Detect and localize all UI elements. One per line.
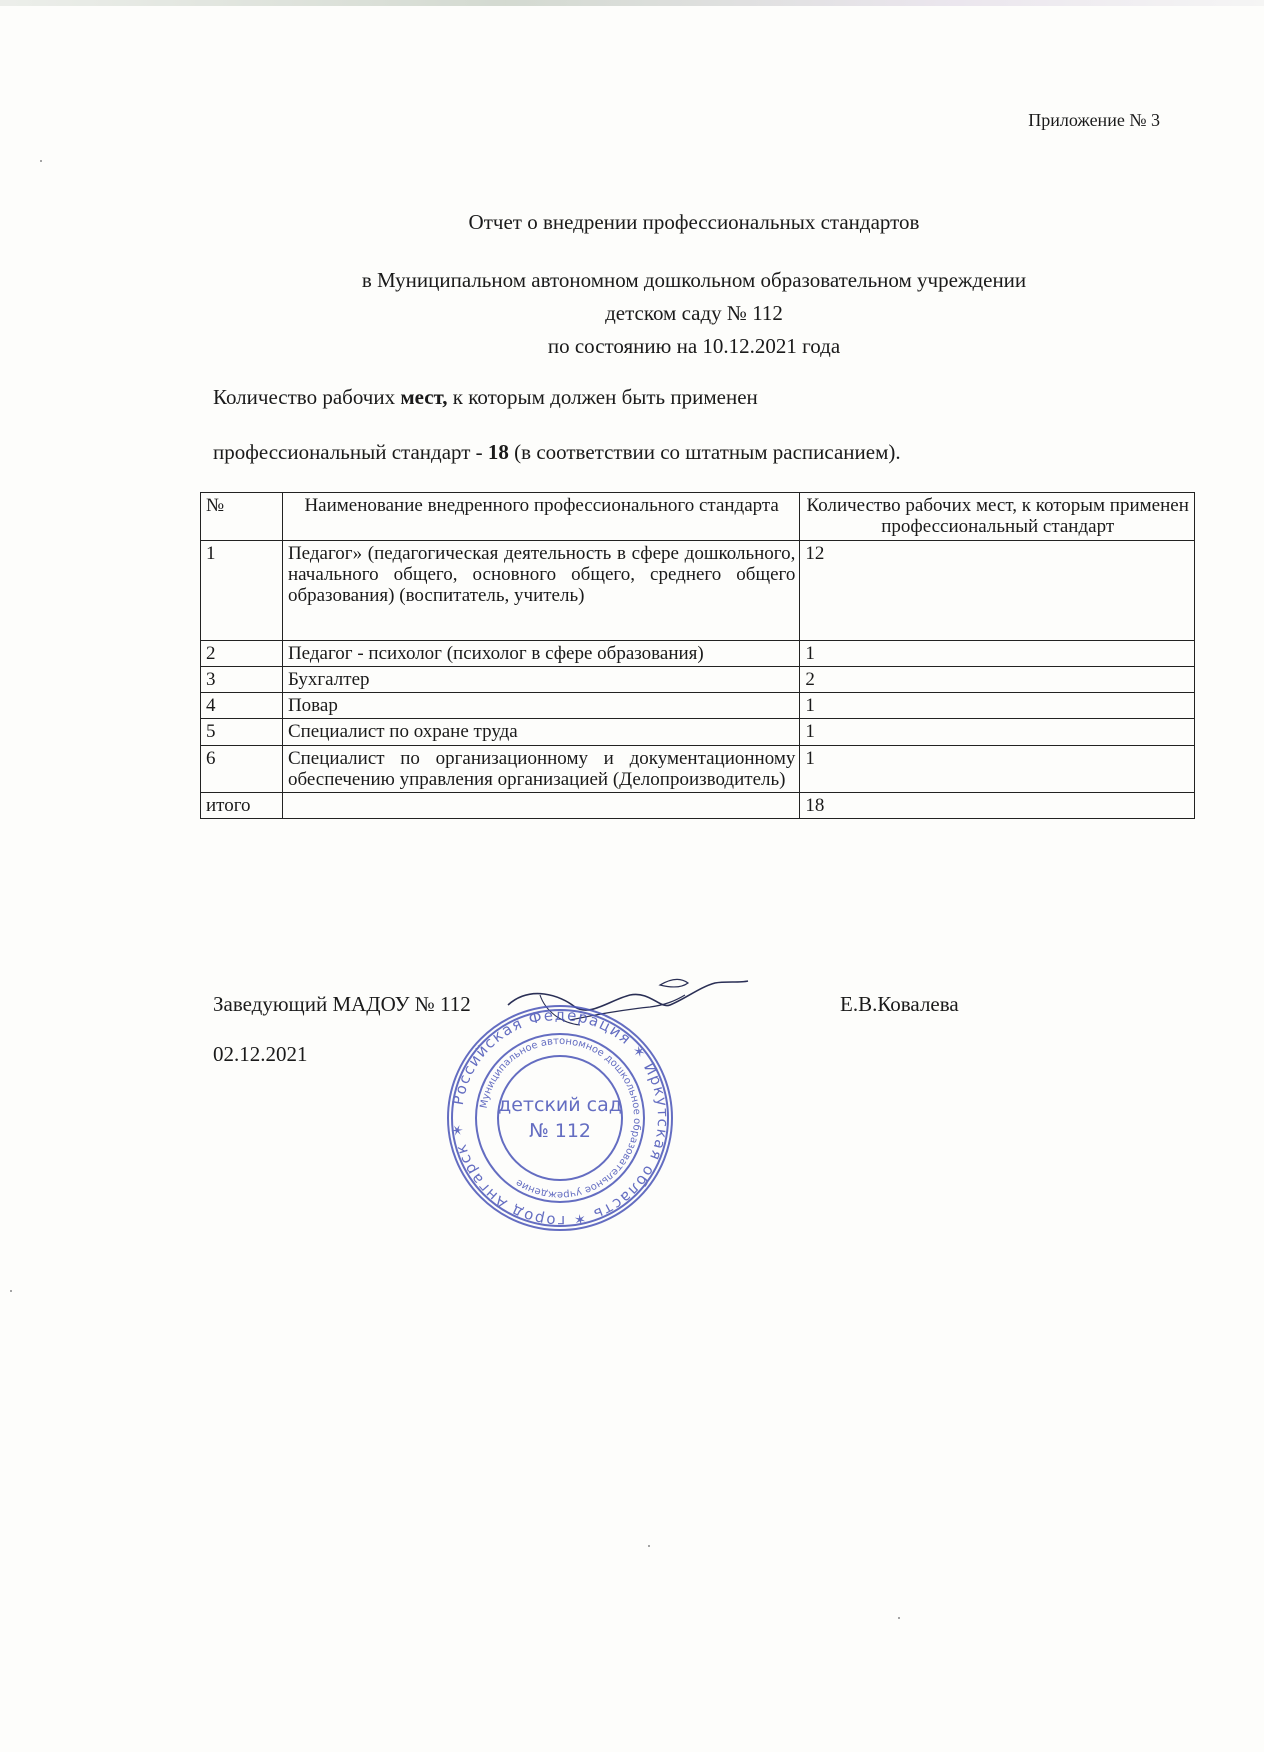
row-number: 3 bbox=[201, 666, 283, 692]
table-header-row bbox=[201, 493, 1195, 541]
row-count: 1 bbox=[800, 745, 1195, 793]
scan-speck bbox=[10, 1290, 12, 1292]
intro-total: 18 bbox=[487, 440, 509, 464]
table-row bbox=[201, 693, 1195, 719]
kindergarten-line: детском саду № 112 bbox=[605, 301, 783, 325]
signatory-name: Е.В.Ковалева bbox=[840, 992, 959, 1016]
stamp-outer-text: Российская Федерация ✶ Иркутская область ✶ город Ангарск ✶ bbox=[447, 1005, 673, 1231]
table-row bbox=[201, 640, 1195, 666]
row-standard-name: Бухгалтер bbox=[282, 666, 799, 692]
intro-text: (в соответствии со штатным расписанием). bbox=[508, 440, 901, 464]
report-date-line: по состоянию на 10.12.2021 года bbox=[547, 334, 841, 358]
stamp-inner-text: Муниципальное автономное дошкольное образовательное учреждение bbox=[478, 1035, 643, 1201]
signature-date: 02.12.2021 bbox=[213, 1042, 308, 1066]
row-count: 12 bbox=[800, 540, 1195, 640]
intro-bold: мест, bbox=[400, 385, 448, 409]
intro-line-2 bbox=[213, 440, 901, 465]
row-count: 1 bbox=[800, 719, 1195, 745]
table-row bbox=[201, 540, 1195, 640]
stamp-center-line-1: детский сад bbox=[498, 1094, 622, 1116]
intro-text: к которым должен быть применен bbox=[447, 385, 758, 409]
row-number: 6 bbox=[201, 745, 283, 793]
standards-table bbox=[200, 492, 1195, 819]
row-standard-name: Педагог» (педагогическая деятельность в сфере дошкольного, начального общего, основного общего, среднего общего образования) (воспитатель, учитель) bbox=[282, 540, 799, 640]
stamp-center-line-2: № 112 bbox=[528, 1120, 592, 1142]
total-name bbox=[282, 793, 799, 819]
total-label: итого bbox=[201, 793, 283, 819]
row-standard-name: Специалист по охране труда bbox=[282, 719, 799, 745]
row-count: 2 bbox=[800, 666, 1195, 692]
table-total-row bbox=[201, 793, 1195, 819]
scan-speck bbox=[40, 160, 42, 162]
intro-line-1 bbox=[213, 385, 758, 410]
report-title: Отчет о внедрении профессиональных стандартов bbox=[468, 210, 920, 234]
scan-speck bbox=[898, 1617, 900, 1619]
header-number: № bbox=[201, 493, 283, 541]
header-standard-name: Наименование внедренного профессионального стандарта bbox=[282, 493, 799, 541]
row-standard-name: Повар bbox=[282, 693, 799, 719]
row-standard-name: Педагог - психолог (психолог в сфере образования) bbox=[282, 640, 799, 666]
table-row bbox=[201, 719, 1195, 745]
table-row bbox=[201, 745, 1195, 793]
institution-line: в Муниципальном автономном дошкольном образовательном учреждении bbox=[361, 268, 1027, 292]
row-count: 1 bbox=[800, 693, 1195, 719]
row-number: 1 bbox=[201, 540, 283, 640]
row-number: 2 bbox=[201, 640, 283, 666]
scan-edge bbox=[0, 0, 1264, 6]
scan-speck bbox=[648, 1545, 650, 1547]
row-count: 1 bbox=[800, 640, 1195, 666]
row-standard-name: Специалист по организационному и документационному обеспечению управления организацией (Делопроизводитель) bbox=[282, 745, 799, 793]
table-row bbox=[201, 666, 1195, 692]
appendix-label: Приложение № 3 bbox=[1028, 110, 1160, 130]
intro-text: Количество рабочих bbox=[213, 385, 401, 409]
intro-text: профессиональный стандарт - bbox=[213, 440, 488, 464]
header-workplace-count: Количество рабочих мест, к которым применен профессиональный стандарт bbox=[800, 493, 1195, 541]
row-number: 5 bbox=[201, 719, 283, 745]
signatory-position: Заведующий МАДОУ № 112 bbox=[213, 992, 471, 1016]
row-number: 4 bbox=[201, 693, 283, 719]
official-stamp bbox=[445, 1003, 675, 1233]
total-count: 18 bbox=[800, 793, 1195, 819]
